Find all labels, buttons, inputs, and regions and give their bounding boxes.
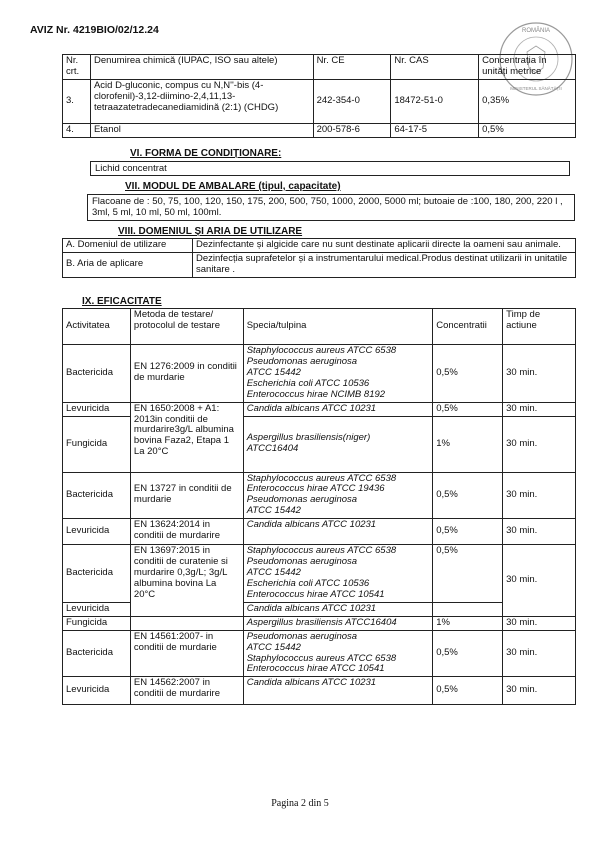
species	[243, 545, 433, 603]
activity: Bactericida	[63, 545, 131, 603]
composition-table	[62, 54, 576, 138]
table-row	[63, 123, 576, 137]
species-line: Candida albicans ATCC 10231	[246, 602, 377, 614]
species-line: Pseudomonas aeruginosa	[246, 556, 358, 568]
activity: Bactericida	[63, 630, 131, 677]
row-number: 3.	[63, 79, 91, 123]
column-header: Nr. CE	[313, 55, 391, 80]
species-line: ATCC 15442	[246, 641, 301, 653]
species-line: Enterococcus hirae ATCC 10541	[246, 663, 385, 675]
contact-time: 30 min.	[503, 472, 576, 519]
species	[243, 416, 433, 472]
table-row	[63, 677, 576, 705]
section-9-title: IX. EFICACITATE	[82, 296, 162, 307]
section-6-title: VI. FORMA DE CONDIȚIONARE:	[130, 148, 282, 159]
column-header: Timp de actiune	[503, 309, 576, 345]
cas-number: 18472-51-0	[391, 79, 479, 123]
species-line: ATCC 15442	[246, 366, 301, 378]
species-line: Escherichia coli ATCC 10536	[246, 377, 370, 389]
concentration: 0,5%	[433, 677, 503, 705]
packaging-mode-value: Flacoane de : 50, 75, 100, 120, 150, 175, 200, 500, 750, 1000, 2000, 5000 ml; butoaie de :100, 180, 200, 220 l , 3ml, 5 ml, 10 ml, 50 ml, 100ml.	[87, 194, 575, 221]
species	[243, 472, 433, 519]
section-8-title: VIII. DOMENIUL ȘI ARIA DE UTILIZARE	[118, 226, 303, 237]
test-method: EN 1650:2008 + A1: 2013in conditii de murdarire3g/L albumina bovina Faza2, Etapa 1 La 20°C	[130, 402, 243, 472]
ce-number: 242-354-0	[313, 79, 391, 123]
column-header: Nr. CAS	[391, 55, 479, 80]
contact-time: 30 min.	[503, 416, 576, 472]
table-row	[63, 402, 576, 416]
concentration	[433, 602, 503, 616]
species-line: Enterococcus hirae ATCC 19436	[246, 483, 385, 495]
table-row	[63, 252, 576, 277]
species-line: Staphylococcus aureus ATCC 6538	[246, 345, 397, 356]
column-header: Denumirea chimică (IUPAC, ISO sau altele)	[90, 55, 313, 80]
contact-time: 30 min.	[503, 630, 576, 677]
table-header-row	[63, 309, 576, 345]
activity: Levuricida	[63, 602, 131, 616]
usage-label: A. Domeniul de utilizare	[63, 239, 193, 253]
species-line: Staphylococcus aureus ATCC 6538	[246, 652, 397, 664]
document-title: AVIZ Nr. 4219BIO/02/12.24	[30, 24, 159, 36]
test-method: EN 13697:2015 in conditii de curatenie si murdarire 0,3g/L; 3g/L albumina bovina La 20°C	[130, 545, 243, 617]
table-row	[63, 545, 576, 603]
column-header: Metoda de testare/ protocolul de testare	[130, 309, 243, 345]
species-line: Candida albicans ATCC 10231	[246, 402, 377, 414]
species-line: Pseudomonas aeruginosa	[246, 494, 358, 506]
packaging-form-value: Lichid concentrat	[90, 161, 570, 176]
svg-text:MINISTERUL SĂNĂTĂȚII: MINISTERUL SĂNĂTĂȚII	[510, 86, 562, 91]
species-line: Staphylococcus aureus ATCC 6538	[246, 472, 397, 484]
table-row	[63, 79, 576, 123]
concentration: 0,5%	[433, 402, 503, 416]
concentration: 1%	[433, 416, 503, 472]
concentration: 1%	[433, 616, 503, 630]
species	[243, 602, 433, 616]
efficacy-table	[62, 308, 576, 705]
activity: Fungicida	[63, 416, 131, 472]
species-line: Enterococcus hirae ATCC 10541	[246, 588, 385, 600]
usage-value: Dezinfecția suprafetelor și a instrumentarului medical.Produs destinat utilizarii in unitatile sanitare .	[193, 252, 576, 277]
species	[243, 616, 433, 630]
test-method: EN 1276:2009 in conditii de murdarie	[130, 345, 243, 403]
activity: Levuricida	[63, 677, 131, 705]
species-line: ATCC16404	[246, 443, 299, 455]
page-number: Pagina 2 din 5	[271, 798, 329, 809]
test-method: EN 14561:2007- in conditii de murdarie	[130, 630, 243, 677]
table-row	[63, 630, 576, 677]
column-header: Nr. crt.	[63, 55, 91, 80]
species	[243, 677, 433, 705]
species	[243, 519, 433, 545]
test-method	[130, 616, 243, 630]
test-method: EN 13624:2014 in conditii de murdarire	[130, 519, 243, 545]
activity: Bactericida	[63, 345, 131, 403]
svg-text:ROMÂNIA: ROMÂNIA	[521, 28, 551, 34]
concentration: 0,5%	[479, 123, 576, 137]
activity: Bactericida	[63, 472, 131, 519]
species	[243, 345, 433, 403]
test-method: EN 13727 in conditii de murdarie	[130, 472, 243, 519]
species-line: Candida albicans ATCC 10231	[246, 519, 377, 531]
contact-time: 30 min.	[503, 677, 576, 705]
species	[243, 402, 433, 416]
chemical-name: Acid D-gluconic, compus cu N,N''-bis (4-clorofenil)-3,12-diimino-2,4,11,13-tetraazatetradecanediamidină (2:1) (CHDG)	[90, 79, 313, 123]
species-line: Pseudomonas aeruginosa	[246, 630, 358, 642]
contact-time: 30 min.	[503, 519, 576, 545]
column-header: Concentrația în unități metrice	[479, 55, 576, 80]
table-row	[63, 519, 576, 545]
cas-number: 64-17-5	[391, 123, 479, 137]
concentration: 0,5%	[433, 345, 503, 403]
table-row	[63, 472, 576, 519]
concentration: 0,5%	[433, 519, 503, 545]
column-header: Activitatea	[63, 309, 131, 345]
concentration: 0,35%	[479, 79, 576, 123]
species-line: Pseudomonas aeruginosa	[246, 355, 358, 367]
species-line: ATCC 15442	[246, 567, 301, 579]
species-line: Candida albicans ATCC 10231	[246, 677, 377, 689]
table-row	[63, 345, 576, 403]
species-line: Aspergillus brasiliensis(niger)	[246, 432, 371, 444]
column-header: Concentratii	[433, 309, 503, 345]
activity: Levuricida	[63, 519, 131, 545]
contact-time: 30 min.	[503, 545, 576, 617]
section-7-title: VII. MODUL DE AMBALARE (tipul, capacitate)	[125, 181, 341, 192]
table-row	[63, 616, 576, 630]
activity: Fungicida	[63, 616, 131, 630]
usage-label: B. Aria de aplicare	[63, 252, 193, 277]
usage-value: Dezinfectante și algicide care nu sunt destinate aplicarii directe la oameni sau animale.	[193, 239, 576, 253]
usage-table	[62, 238, 576, 278]
species-line: Escherichia coli ATCC 10536	[246, 577, 370, 589]
species-line: ATCC 15442	[246, 505, 301, 517]
contact-time: 30 min.	[503, 402, 576, 416]
concentration: 0,5%	[433, 545, 503, 603]
contact-time: 30 min.	[503, 616, 576, 630]
chemical-name: Etanol	[90, 123, 313, 137]
table-header-row	[63, 55, 576, 80]
species-line: Staphylococcus aureus ATCC 6538	[246, 545, 397, 557]
concentration: 0,5%	[433, 630, 503, 677]
test-method: EN 14562:2007 in conditii de murdarire	[130, 677, 243, 705]
row-number: 4.	[63, 123, 91, 137]
column-header: Specia/tulpina	[243, 309, 433, 345]
ce-number: 200-578-6	[313, 123, 391, 137]
species	[243, 630, 433, 677]
concentration: 0,5%	[433, 472, 503, 519]
activity: Levuricida	[63, 402, 131, 416]
species-line: Aspergillus brasiliensis ATCC16404	[246, 616, 397, 628]
table-row	[63, 239, 576, 253]
species-line: Enterococcus hirae NCIMB 8192	[246, 388, 386, 400]
contact-time: 30 min.	[503, 345, 576, 403]
